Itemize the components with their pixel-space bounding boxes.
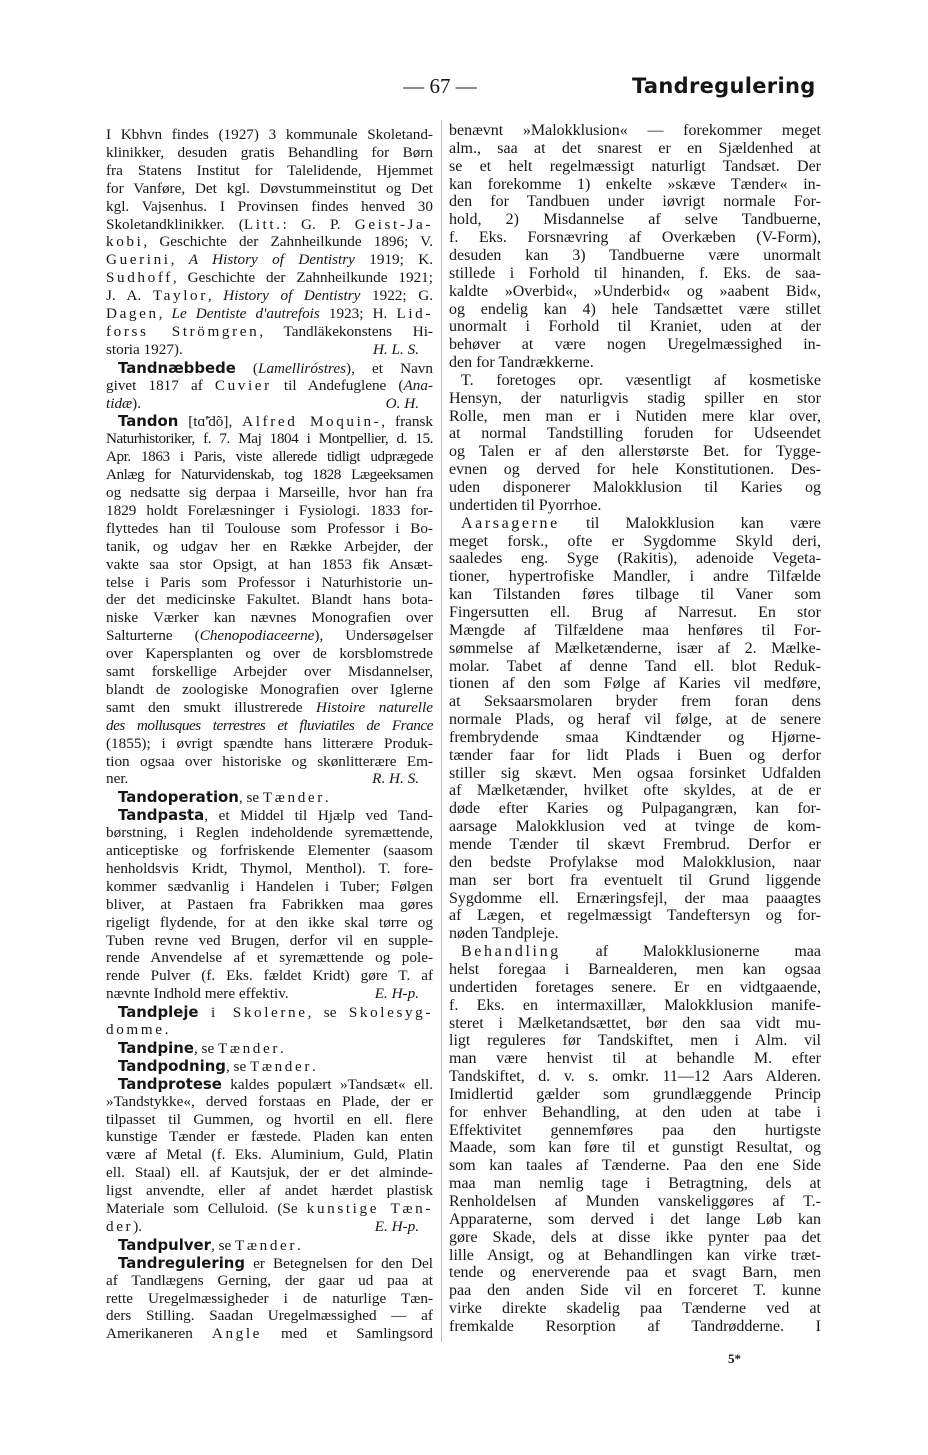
text-line: tilpasset til Gummen, og hvortil en ell. flere (106, 1110, 433, 1128)
text-line: man ser bort fra eventuelt til Grund liggende (449, 871, 821, 889)
text-line: over Kapersplanten og over de korsblomstrede (106, 645, 433, 663)
text-line (118, 806, 433, 824)
text-line: den bedste Profylakse mod Malokklusion, naar (449, 853, 821, 871)
headword: Tandoperation (118, 788, 239, 807)
text-run: , Geschichte der Zahnheilkunde 1896; V. (143, 233, 433, 251)
text-line: paa den anden Side vil en forceret T. kunne (449, 1282, 821, 1300)
spaced-text: Dagen (106, 305, 159, 322)
text-line (106, 287, 433, 305)
italic-title: des mollusques terrestres et fluviatiles de France (106, 716, 433, 734)
text-line: molar. Tabet af denne Tand ell. blot Reduk- (449, 657, 821, 675)
text-line: være af Metal (f. Eks. Aluminium, Guld, Platin (106, 1146, 433, 1164)
text-line: fra Statens Institut for Talelidende, Hjemmet (106, 161, 433, 179)
text-run: . (164, 1021, 169, 1038)
text-line (106, 1218, 433, 1236)
text-line: som kan taales af Tænderne. Paa den ene Side (449, 1157, 821, 1175)
spaced-text: Taylor (152, 287, 208, 305)
text-line: rende Anvendelse af et syremættende og pole- (106, 949, 433, 967)
text-run: ), et Navn (346, 359, 433, 377)
spaced-text: kunstige Tæn- (306, 1200, 433, 1217)
headword: Tandpine (118, 1038, 194, 1057)
text-line: telse i Paris som Professor i Naturhistorie un- (106, 573, 433, 591)
text-line: og Talen er af den allerstørste Bet. for Tygge- (449, 443, 821, 461)
text-line: af Tandlægens Gerning, der gaar ud paa at (106, 1271, 433, 1289)
text-line (106, 770, 433, 788)
running-head: Tandregulering (632, 74, 816, 98)
text-line (106, 717, 433, 735)
text-run: af Malokklusionerne maa (560, 943, 821, 961)
text-line: kunstige Tænder er fæstede. Pladen kan enten (106, 1128, 433, 1146)
text-line: klinikker, desuden gratis Behandling for Børn (106, 143, 433, 161)
text-line: fremkalde Resorption af Tandrødderne. I (449, 1317, 821, 1335)
text-line: Maade, som kan føre til et gunstigt Resultat, og (449, 1139, 821, 1157)
text-line: rende Pulver (f. Eks. fældet Kridt) gøre T. af (106, 967, 433, 985)
text-run: den for Tandrækkerne. (449, 354, 594, 372)
text-line (106, 216, 433, 234)
text-line: flyttedes han til Toulouse som Professor i Bo- (106, 519, 433, 537)
text-line (106, 627, 433, 645)
text-line: ligst anvendte, eller af andet hærdet plastisk (106, 1182, 433, 1200)
text-line (118, 1057, 433, 1075)
text-run: ( (235, 359, 258, 377)
text-line: gøre Skade, dels at disse ikke pynter paa det (449, 1228, 821, 1246)
text-line: saaledes eng. Syge (Rakitis), adenoide Vegeta- (449, 550, 821, 568)
text-line: kaldte »Overbid«, »Underbid« og »aabent Bid«, (449, 282, 821, 300)
text-line: man være henvist til at behandle M. efter (449, 1050, 821, 1068)
text-run: Skoletandklinikker. ( (106, 215, 244, 233)
text-line: ligt reguleres før Tandskiftet, men i Alm. vil (449, 1032, 821, 1050)
text-line: Effektivitet gennemføres paa den hurtigste (449, 1121, 821, 1139)
text-line (106, 233, 433, 251)
italic-title: Lamelliróstres (258, 359, 347, 377)
text-run: 1922; G. (360, 287, 433, 305)
text-run: J. A. (106, 287, 153, 305)
text-line: Imidlertid gælder som grundlæggende Princip (449, 1085, 821, 1103)
headword: Tandprotese (118, 1074, 222, 1093)
text-line (461, 515, 821, 533)
text-run: til Malokklusion kan være (559, 514, 821, 532)
text-run: samt den smukt illustrerede (106, 698, 317, 716)
text-run: , (170, 251, 189, 269)
spaced-text: Tænder (235, 1236, 298, 1254)
spaced-text: Behandling (461, 943, 561, 961)
spaced-text: Alfred Moquin- (242, 413, 382, 431)
text-line: stiller sig skævt. Men ogsaa forsinket Udfalden (449, 764, 821, 782)
text-line: Hensyn, der naturligvis stadig spiller en stor (449, 389, 821, 407)
text-line: henholdsvis Kridt, Thymol, Menthol). T. fore- (106, 859, 433, 877)
text-run: 1923; H. (319, 305, 397, 322)
text-line: tioner, hypertrofiske Mandler, i andre Tilfælde (449, 568, 821, 586)
text-run: , se (238, 789, 263, 807)
text-line: aarsage Malokklusion ved at tvinge de kom- (449, 818, 821, 836)
text-line: lille Ansigt, og at Behandlingen kan virke træt- (449, 1246, 821, 1264)
text-line: uden disponerer Malokklusion til Karies og (449, 479, 821, 496)
spaced-text: der (106, 1217, 134, 1235)
text-line (106, 377, 433, 395)
text-line: blandt de zoologiske Monografien over Iglerne (106, 680, 433, 698)
text-line (106, 1200, 433, 1218)
text-line: mende Tænder til skævt Frembrud. Derfor er (449, 836, 821, 853)
text-line: tanik, og udgav her en Række Arbejder, der (106, 537, 433, 555)
spaced-text: Tænder (217, 1039, 280, 1057)
spaced-text: Tænder (250, 1057, 312, 1075)
text-run: , se (307, 1004, 349, 1022)
text-line: se et helt regelmæssigt naturligt Tandsæt. Der (449, 157, 821, 175)
text-line: alm., saa at det snarest er en Sjældenhed at (449, 139, 821, 157)
text-run: , se (210, 1236, 236, 1254)
text-line: »Tandstykke«, derved forstaas en Plade, der er (106, 1092, 433, 1110)
text-line (461, 372, 821, 390)
text-line: undertiden foretages senere. Er en vidtgaaende, (449, 978, 821, 996)
signature-mark: 5* (728, 1351, 741, 1366)
text-run: Amerikaneren (106, 1325, 212, 1343)
text-line: kan Tilstanden føres tilbage til Vaner som (449, 586, 821, 604)
text-line (118, 1075, 433, 1093)
text-line: f. Eks. en intermaxillær, Malokklusion manife- (449, 996, 821, 1014)
text-line (106, 985, 433, 1003)
column-divider (441, 120, 442, 1342)
text-line: ell. Staal) ell. af Kautsjuk, der er det alminde- (106, 1164, 433, 1182)
text-line (118, 359, 433, 377)
text-line: Apparaterne, som derved i det lange Løb kan (449, 1210, 821, 1228)
text-run: til Andefuglene ( (271, 376, 404, 394)
text-line: steret i Mælketandsættet, bør den saa vidt mu- (449, 1014, 821, 1032)
spaced-text: Cuvier (214, 376, 272, 394)
text-run: : G. P. (282, 215, 355, 233)
text-line: døde efter Karies og Pulpagangræn, kan for- (449, 800, 821, 818)
spaced-text: Tænder (262, 789, 325, 807)
text-line: behøver at være nogen Uregelmæssighed in- (449, 336, 821, 354)
text-line: Renholdelsen af Munden vanskeliggøres af T.- (449, 1193, 821, 1210)
text-run: kaldes populært »Tandsæt« ell. (221, 1075, 433, 1093)
text-line: helst foregaa i Barnealderen, men kan ogsaa (449, 960, 821, 978)
italic-title: A History of Dentistry (188, 251, 355, 269)
text-line: Mængde af Tilfældene maa henføres til For- (449, 621, 821, 639)
text-line: for enhver Behandling, at den uden at tabe i (449, 1103, 821, 1121)
text-line: samt forskellige Arbejder over Misdannelser, (106, 663, 433, 680)
text-line (118, 1039, 433, 1057)
text-line: Fingersutten ell. Brug af Narresut. En stor (449, 603, 821, 621)
author-initials: E. H-p. (374, 985, 419, 1003)
text-line (449, 354, 821, 372)
text-line: rette Uregelmæssigheder i de naturlige Tæn- (106, 1289, 433, 1307)
text-line (106, 305, 433, 323)
text-line (106, 269, 433, 287)
text-line (449, 925, 821, 943)
text-line: for Vanføre, Det kgl. Døvstummeinstitut og Det (106, 179, 433, 197)
text-run: Salturterne ( (106, 627, 200, 645)
text-line (118, 1236, 433, 1254)
text-line: benævnt »Malokklusion« — forekommer meget (449, 122, 821, 139)
text-line: 1829 holdt Forelæsninger i Fysiologi. 1833 for- (106, 501, 433, 519)
italic-title: Chenopodiaceerne (199, 627, 315, 645)
text-line: sømmelse af Mælketænderne, især af 2. Mælke- (449, 639, 821, 657)
text-line: og nedsatte sig derpaa i Marseille, hvor han fra (106, 484, 433, 501)
text-line: niske Værker kan nævnes Monografien over (106, 609, 433, 627)
spaced-text: Skolesyg- (348, 1004, 434, 1022)
text-line: meget forsk., ofte er Sygdomme Skyld deri, (449, 532, 821, 550)
text-line: normale Plads, og heraf vil følge, at de senere (449, 711, 821, 729)
text-line (118, 412, 433, 430)
text-line (106, 395, 433, 413)
text-line: tion ogsaa over historiske og skønlitterære Em- (106, 752, 433, 770)
text-line: hold, 2) Misdannelse af selve Tandbuerne, (449, 211, 821, 229)
spaced-text: Lid- (396, 305, 433, 322)
text-line: tende og enerverende paa et svagt Barn, men (449, 1264, 821, 1282)
text-run: givet 1817 af (106, 376, 215, 394)
text-run: Anlæg for Naturvidenskab, tog 1828 Lægeeksamen (106, 466, 433, 484)
text-run: T. foretoges opr. væsentligt af kosmetiske (461, 371, 821, 389)
text-line: den for Tandbuen under iøvrigt normale For- (449, 193, 821, 211)
text-run: ), Undersøgelser (314, 627, 433, 645)
text-line: bliver, at Pastaen fra Fabrikken maa gøres (106, 895, 433, 913)
text-run: , se (225, 1057, 250, 1075)
headword: Tandpleje (118, 1003, 199, 1022)
headword: Tandpulver (118, 1235, 211, 1254)
text-line: anticeptiske og forfriskende Elementer (saasom (106, 842, 433, 859)
text-line (118, 1003, 433, 1021)
author-initials: O. H. (385, 394, 419, 412)
text-run: Materiale som Celluloid. (Se (106, 1200, 307, 1217)
text-line: desuden kan 3) Tandbuerne være unormalt (449, 246, 821, 264)
italic-title: Le Dentiste d'autrefois (171, 305, 320, 322)
text-line (461, 943, 821, 961)
text-line (106, 1021, 433, 1039)
text-line: Sygdomme ell. Ernæringsfejl, der maa paaagtes (449, 889, 821, 907)
text-run: storia 1927). (106, 340, 183, 358)
italic-title: History of Dentistry (223, 287, 361, 305)
text-line: stillede i Forhold til hinanden, f. Eks. de saa- (449, 264, 821, 282)
author-initials: H. L. S. (373, 340, 419, 358)
text-line: af Lægen, et regelmæssigt Tandeftersyn og for- (449, 907, 821, 925)
text-line: kan forekomme 1) enkelte »skæve Tænder« in- (449, 175, 821, 193)
text-run: , se (193, 1039, 218, 1057)
text-line: at normal Tandstilling foruden for Udseendet (449, 425, 821, 443)
spaced-text: i Skolerne (210, 1004, 308, 1022)
spaced-text: Aarsagerne (461, 514, 560, 532)
text-run: ner. (106, 770, 129, 788)
text-run: ). (132, 394, 142, 412)
text-line: børstning, i Reglen indeholdende syremættende, (106, 824, 433, 842)
spaced-text: Geist-Ja- (354, 215, 434, 233)
text-line (106, 448, 433, 466)
text-run: Naturhistoriker, f. 7. Maj 1804 i Montpellier, d. 15. (106, 430, 433, 448)
text-line (106, 430, 433, 448)
page-number: — 67 — (403, 74, 477, 98)
text-run: , (207, 287, 224, 305)
text-line: ders Stilling. Saadan Uregelmæssighed — af (106, 1307, 433, 1325)
text-line: tænder faar for lidt Plads i Buen og derfor (449, 746, 821, 764)
author-initials: E. H-p. (374, 1217, 419, 1235)
text-line: frembrydende smaa Kindtænder og Hjørne- (449, 728, 821, 746)
italic-title: tidæ (106, 394, 133, 412)
text-line (449, 497, 821, 515)
text-run: med et Samlingsord (262, 1325, 433, 1343)
text-line: vakte saa stor Opsigt, at han 1853 fik Ansæt- (106, 555, 433, 573)
text-line (106, 1325, 433, 1343)
spaced-text: Guerini (106, 251, 171, 269)
text-line: evnen og derved for hele Konstitutionen. Des- (449, 461, 821, 479)
text-line: Tandskiftet, d. v. s. omkr. 11—12 Aars Alderen. (449, 1068, 821, 1086)
text-line: unormalt i Forhold til Kraniet, uden at der (449, 318, 821, 336)
headword: Tandregulering (118, 1253, 246, 1272)
text-line: Tuben revne ved Brugen, derfor vil en supple- (106, 931, 433, 949)
text-run: . (297, 1236, 301, 1254)
text-line: I Kbhvn findes (1927) 3 kommunale Skoletand- (106, 126, 433, 143)
text-line (106, 466, 433, 484)
text-run: nævnte Indhold mere effektiv. (106, 985, 289, 1003)
text-line (118, 1254, 433, 1272)
text-line: af Mælketænder, hvilket ofte skyldes, at de er (449, 782, 821, 800)
headword: Tandnæbbede (118, 358, 236, 377)
text-line: (1855); i øvrigt spændte hans litterære Produk- (106, 734, 433, 752)
text-line: at Seksaarsmolaren bryder frem foran dens (449, 693, 821, 711)
headword: Tandon (118, 412, 179, 431)
text-run (199, 1004, 211, 1021)
text-line: og endelig kan 4) hele Tandsættet være stillet (449, 300, 821, 318)
author-initials: R. H. S. (372, 770, 419, 788)
spaced-text: kobi (106, 233, 144, 251)
text-line: kgl. Vajsenhus. I Provinsen findes henved 30 (106, 197, 433, 215)
headword: Tandpasta (118, 806, 205, 825)
italic-title: Histoire naturelle (316, 698, 433, 716)
text-line: der det medicinske Fakultet. Blandt hans bota- (106, 591, 433, 609)
text-run: Apr. 1863 i Paris, viste allerede tidligt udprægede (106, 448, 433, 466)
spaced-text: Sudhoff (106, 269, 173, 287)
text-run: . (312, 1057, 316, 1075)
text-run: undertiden til Pyorrhoe. (449, 496, 602, 514)
text-run: [tɑ̃'dõ], (178, 413, 243, 431)
text-run: , (158, 305, 172, 322)
text-run: 1919; K. (354, 251, 433, 269)
text-line (106, 699, 433, 717)
text-run: . (279, 1039, 284, 1057)
text-run: ). (133, 1217, 143, 1235)
text-line (106, 251, 433, 269)
text-line: virke direkte skadelig paa Tænderne ved at (449, 1300, 821, 1318)
text-line: tionen af den som Følge af Karies vil medføre, (449, 675, 821, 693)
text-line: f. Eks. Forsnævring af Overkæben (V-Form), (449, 229, 821, 247)
spaced-text: Angle (211, 1325, 263, 1343)
text-line: maa man nemlig tage i Betragtning, dels at (449, 1175, 821, 1193)
text-run: , Geschichte der Zahnheilkunde 1921; (172, 269, 433, 287)
text-run: , Tandläkekonstens Hi- (259, 322, 433, 340)
text-line: rigeligt flydende, for at den ikke skal tørre og (106, 913, 433, 931)
italic-title: Ana- (403, 376, 433, 394)
spaced-text: Litt. (243, 215, 283, 233)
text-line (106, 323, 433, 341)
text-line (106, 341, 433, 359)
text-run: . (324, 789, 329, 807)
text-line (118, 788, 433, 806)
headword: Tandpodning (118, 1056, 226, 1075)
text-run: , fransk (381, 413, 433, 431)
text-line: kommer sædvanlig i Handelen i Tuber; Følgen (106, 877, 433, 895)
text-run: , et Middel til Hjælp ved Tand- (204, 807, 433, 825)
text-line: Rolle, men man er i Nutiden mere klar over, (449, 407, 821, 425)
spaced-text: forss Strömgren (106, 322, 260, 340)
text-run: nøden Tandpleje. (449, 925, 559, 943)
spaced-text: domme (106, 1021, 165, 1038)
text-run: er Betegnelsen for den Del (245, 1254, 433, 1272)
